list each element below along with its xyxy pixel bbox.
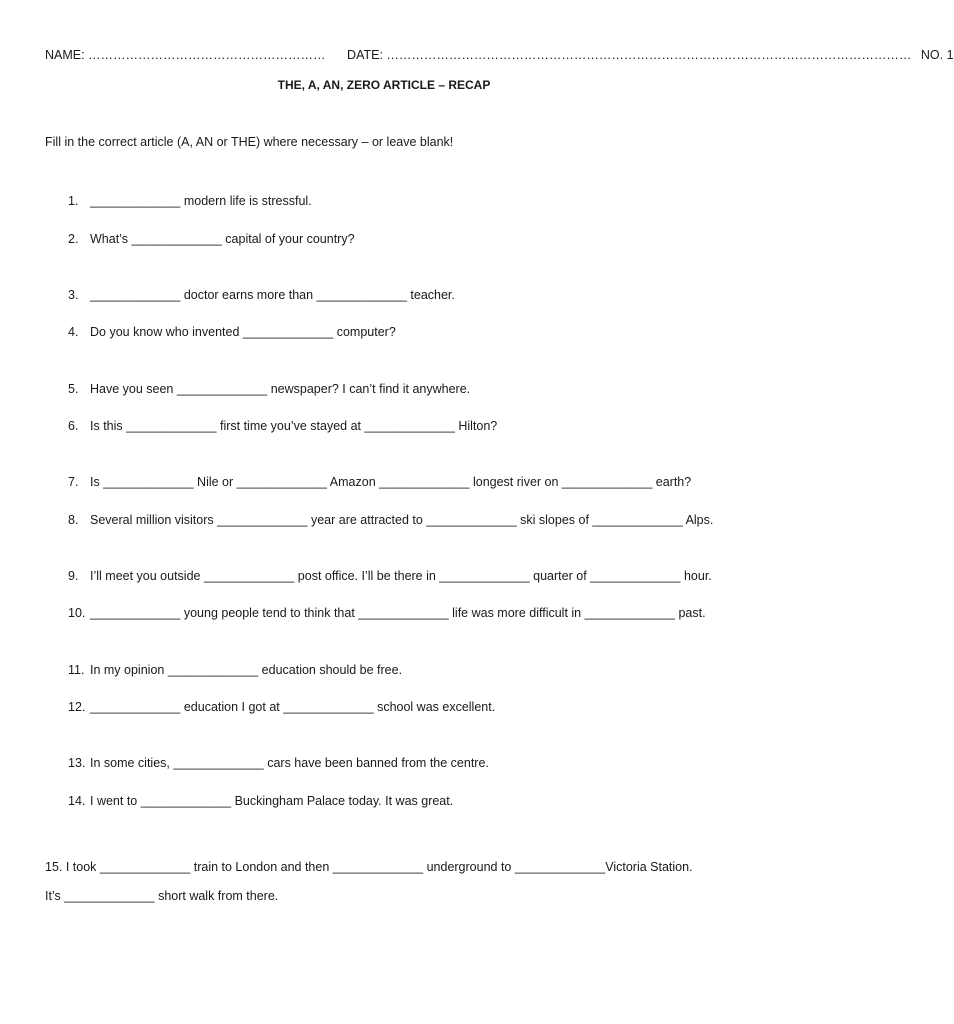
question-text: _____________ education I got at _____________ school was excellent. (90, 700, 496, 714)
question-number: 4. (68, 325, 79, 339)
question-text: What’s _____________ capital of your country? (90, 232, 355, 246)
question-text: I went to _____________ Buckingham Palace today. It was great. (90, 794, 454, 808)
question-text: Several million visitors _____________ year are attracted to _____________ ski slopes of _____________ Alps. (90, 513, 714, 527)
sheet-number: NO. 1 (920, 48, 954, 62)
question-text: In my opinion _____________ education should be free. (90, 663, 403, 677)
question-number: 12. (68, 700, 86, 714)
question-number: 11. (68, 663, 85, 677)
question-text: I’ll meet you outside _____________ post office. I’ll be there in _____________ quarter of _____________ hour. (90, 569, 712, 583)
question-number: 1. (68, 194, 79, 208)
question-text: Have you seen _____________ newspaper? I can’t find it anywhere. (90, 382, 471, 396)
header-row (45, 47, 954, 63)
name-field: NAME: ………………………………………………… (45, 48, 326, 62)
question-15-line-2: It’s _____________ short walk from there. (45, 889, 279, 903)
question-text: _____________ modern life is stressful. (90, 194, 312, 208)
question-number: 14. (68, 794, 86, 808)
question-text: _____________ doctor earns more than _____________ teacher. (90, 288, 455, 302)
question-number: 2. (68, 232, 79, 246)
question-text: In some cities, _____________ cars have been banned from the centre. (90, 756, 489, 770)
question-number: 6. (68, 419, 79, 433)
question-15-line-1: 15. I took _____________ train to London and then _____________ underground to _____________Victoria Station. (45, 860, 693, 874)
instructions: Fill in the correct article (A, AN or THE) where necessary – or leave blank! (45, 135, 454, 149)
date-field: DATE: ……………………………………………………………………………………………………………… (347, 48, 912, 62)
question-number: 13. (68, 756, 86, 770)
question-number: 5. (68, 382, 79, 396)
question-number: 8. (68, 513, 79, 527)
question-text: _____________ young people tend to think that _____________ life was more difficult in _____________ past. (90, 606, 706, 620)
question-number: 10. (68, 606, 86, 620)
question-number: 7. (68, 475, 79, 489)
question-number: 3. (68, 288, 79, 302)
question-text: Is this _____________ first time you’ve stayed at _____________ Hilton? (90, 419, 498, 433)
question-text: Do you know who invented _____________ computer? (90, 325, 396, 339)
question-text: Is _____________ Nile or _____________ Amazon _____________ longest river on _____________ earth? (90, 475, 692, 489)
question-number: 9. (68, 569, 79, 583)
worksheet-title: THE, A, AN, ZERO ARTICLE – RECAP (277, 78, 491, 92)
